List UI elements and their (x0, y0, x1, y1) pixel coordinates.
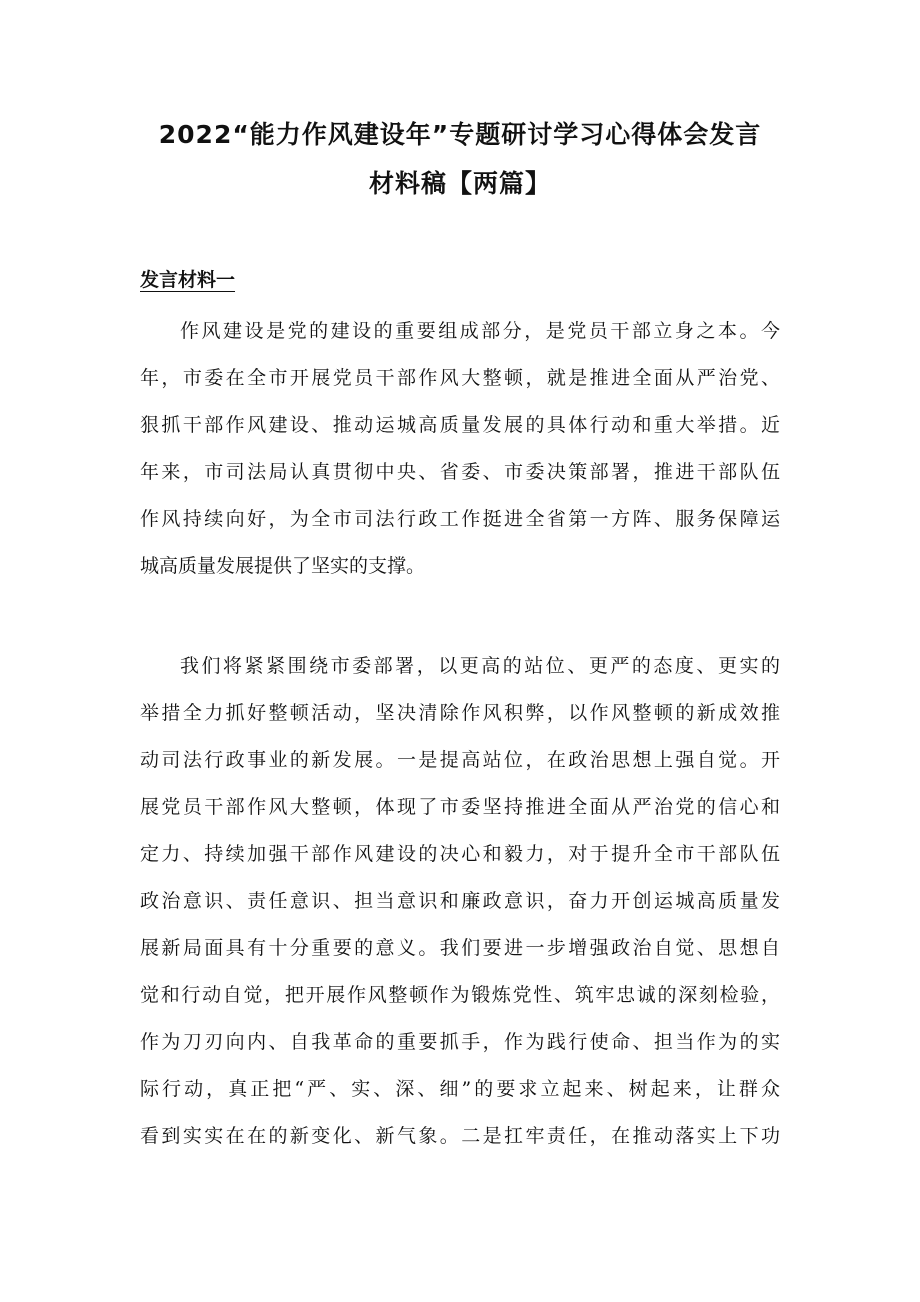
paragraph-line: 举措全力抓好整顿活动，坚决清除作风积弊，以作风整顿的新成效推 (140, 702, 780, 724)
paragraph-line: 际行动，真正把“严、实、深、细”的要求立起来、树起来，让群众 (140, 1078, 780, 1100)
paragraph-line: 作风建设是党的建设的重要组成部分，是党员干部立身之本。今 (180, 320, 780, 342)
paragraph-line: 看到实实在在的新变化、新气象。二是扛牢责任，在推动落实上下功 (140, 1125, 780, 1147)
document-title-line-1: 2022“能力作风建设年”专题研讨学习心得体会发言 (158, 120, 762, 149)
paragraph-line: 展党员干部作风大整顿，体现了市委坚持推进全面从严治党的信心和 (140, 796, 780, 818)
paragraph-line: 作为刀刃向内、自我革命的重要抓手，作为践行使命、担当作为的实 (140, 1031, 780, 1053)
paragraph-line: 展新局面具有十分重要的意义。我们要进一步增强政治自觉、思想自 (140, 937, 780, 959)
paragraph-line: 年来，市司法局认真贯彻中央、省委、市委决策部署，推进干部队伍 (140, 461, 780, 483)
section-heading: 发言材料一 (140, 269, 236, 291)
paragraph-line: 年，市委在全市开展党员干部作风大整顿，就是推进全面从严治党、 (140, 367, 780, 389)
document-title-line-2: 材料稿【两篇】 (368, 169, 551, 198)
paragraph-line: 我们将紧紧围绕市委部署，以更高的站位、更严的态度、更实的 (180, 655, 780, 677)
paragraph-line: 作风持续向好，为全市司法行政工作挺进全省第一方阵、服务保障运 (140, 508, 780, 530)
paragraph-line: 觉和行动自觉，把开展作风整顿作为锻炼党性、筑牢忠诚的深刻检验， (140, 984, 780, 1006)
paragraph-line: 动司法行政事业的新发展。一是提高站位，在政治思想上强自觉。开 (140, 749, 780, 771)
paragraph-line: 狠抓干部作风建设、推动运城高质量发展的具体行动和重大举措。近 (140, 414, 780, 436)
paragraph-line: 定力、持续加强干部作风建设的决心和毅力，对于提升全市干部队伍 (140, 843, 780, 865)
paragraph-line: 城高质量发展提供了坚实的支撑。 (140, 555, 426, 577)
paragraph-line: 政治意识、责任意识、担当意识和廉政意识，奋力开创运城高质量发 (140, 890, 780, 912)
